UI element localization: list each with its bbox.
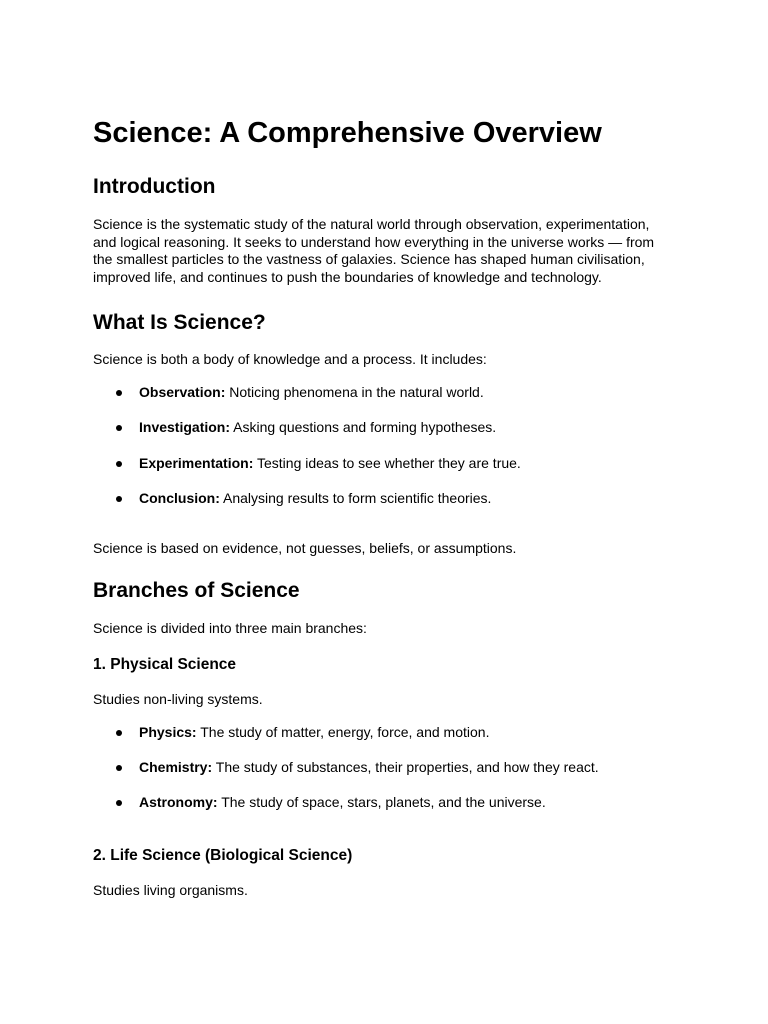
list-item-term: Conclusion: xyxy=(139,490,220,506)
what-is-science-intro: Science is both a body of knowledge and a process. It includes: xyxy=(93,351,487,367)
bullet-icon xyxy=(116,425,122,431)
list-item-text: Testing ideas to see whether they are true. xyxy=(253,455,521,471)
physical-science-heading: 1. Physical Science xyxy=(93,656,237,673)
branches-heading: Branches of Science xyxy=(93,579,300,602)
bullet-icon xyxy=(116,390,122,396)
list-item-text: Noticing phenomena in the natural world. xyxy=(225,384,484,400)
bullet-icon xyxy=(116,765,122,771)
what-is-science-closing: Science is based on evidence, not guesses, beliefs, or assumptions. xyxy=(93,540,517,556)
bullet-icon xyxy=(116,496,122,502)
bullet-icon xyxy=(116,730,122,736)
life-science-intro: Studies living organisms. xyxy=(93,882,248,898)
list-item-term: Physics: xyxy=(139,724,197,740)
physical-science-intro: Studies non-living systems. xyxy=(93,691,263,707)
list-item-text: The study of matter, energy, force, and motion. xyxy=(196,724,490,740)
life-science-heading: 2. Life Science (Biological Science) xyxy=(93,847,353,864)
introduction-heading: Introduction xyxy=(93,175,216,198)
bullet-icon xyxy=(116,800,122,806)
document-title: Science: A Comprehensive Overview xyxy=(93,117,602,149)
list-item-text: Asking questions and forming hypotheses. xyxy=(230,419,497,435)
list-item-term: Investigation: xyxy=(139,419,231,435)
what-is-science-heading: What Is Science? xyxy=(93,311,266,334)
list-item-term: Experimentation: xyxy=(139,455,254,471)
list-item-text: The study of space, stars, planets, and the universe. xyxy=(217,794,546,810)
branches-intro: Science is divided into three main branches: xyxy=(93,620,367,636)
list-item-term: Astronomy: xyxy=(139,794,218,810)
list-item-term: Chemistry: xyxy=(139,759,213,775)
bullet-icon xyxy=(116,461,122,467)
list-item-term: Observation: xyxy=(139,384,226,400)
list-item-text: The study of substances, their properties, and how they react. xyxy=(212,759,599,775)
list-item-text: Analysing results to form scientific theories. xyxy=(219,490,492,506)
introduction-paragraph: Science is the systematic study of the natural world through observation, experimentation, and logical reasoning. It seeks to understand how everything in the universe works — from the smallest particles to the vastness of galaxies. Science has shaped human civilisation, improved life, and continues to push the boundaries of knowledge and technology. xyxy=(93,216,655,286)
